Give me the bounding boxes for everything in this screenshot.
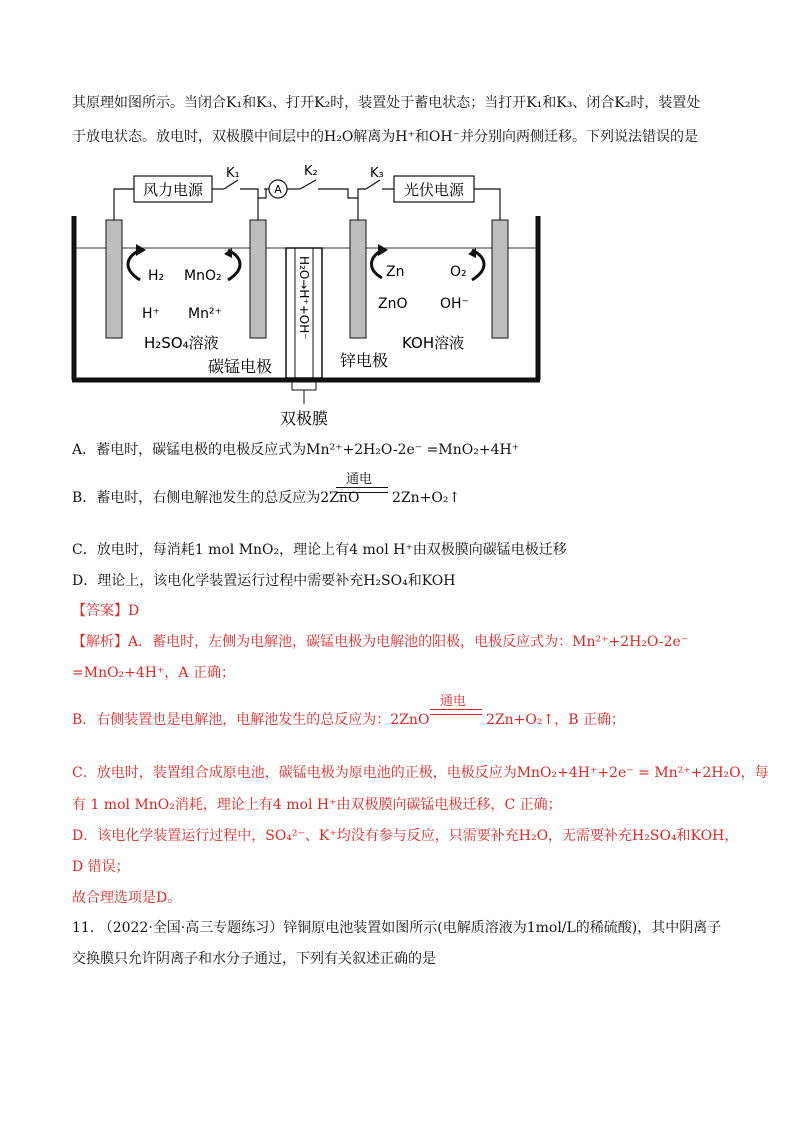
analysis-b-condition: 通电 [440,694,467,709]
o2-label: O₂ [450,264,467,280]
analysis-c-line-2: 有 1 mol MnO₂消耗，理论上有4 mol H⁺由双极膜向碳锰电极迁移，C 正确； [72,797,562,813]
bipolar-membrane-label: 双极膜 [279,409,329,428]
option-b-condition: 通电 [346,472,373,487]
analysis-a-line-1 [72,632,732,652]
answer-line [72,601,732,621]
ammeter-label: A [274,183,282,196]
analysis-conclusion: 故合理选项是D。 [72,890,182,906]
electrochemical-diagram [60,158,560,438]
pv-power-label: 光伏电源 [403,181,465,199]
intro-line-2: 于放电状态。放电时，双极膜中间层中的H₂O解离为H⁺和OH⁻并分别向两侧迁移。下列说法错误的是 [72,129,698,145]
left-mno2-label: MnO₂ [184,268,222,284]
h2so4-solution-label: H₂SO₄溶液 [144,334,219,352]
question-11-line-1: 11. （2022·全国·高三专题练习）锌铜原电池装置如图所示(电解质溶液为1mol/L的稀硫酸)，其中阴离子 [72,920,722,936]
analysis-label: 【解析】 [72,634,128,650]
analysis-c-line-1: C．放电时，装置组合成原电池，碳锰电极为原电池的正极，电极反应为MnO₂+4H⁺+2e⁻ = Mn²⁺+2H₂O，每 [72,765,769,781]
answer-value: D [128,603,140,619]
carbon-mn-electrode-label: 碳锰电极 [208,357,273,376]
option-b-suffix: 2Zn+O₂↑ [392,490,461,506]
analysis-a-text-1: A．蓄电时，左侧为电解池，碳锰电极为电解池的阳极，电极反应式为：Mn²⁺+2H₂O-2e⁻ [128,634,689,650]
switch-k2-label: K₂ [304,164,318,179]
right-electrode [492,220,508,338]
analysis-b-equal-sign [430,709,482,715]
analysis-a-line-2: =MnO₂+4H⁺，A 正确； [72,665,235,681]
intro-line-1: 其原理如图所示。当闭合K₁和K₃、打开K₂时，装置处于蓄电状态；当打开K₁和K₃、闭合K₂时，装置处 [72,95,701,111]
option-d: D．理论上，该电化学装置运行过程中需要补充H₂SO₄和KOH [72,573,456,589]
zn-label: Zn [386,264,405,280]
zinc-electrode-label: 锌电极 [340,351,389,370]
option-b-prefix: B．蓄电时，右侧电解池发生的总反应为2ZnO [72,490,360,506]
zinc-electrode [350,220,366,338]
koh-solution-label: KOH溶液 [402,334,465,352]
membrane-species-label: H₂O→H⁺+OH⁻ [297,256,311,340]
option-c: C．放电时，每消耗1 mol MnO₂，理论上有4 mol H⁺由双极膜向碳锰电极迁移 [72,542,567,558]
analysis-d-line-2: D 错误； [72,859,130,875]
left-mn2-label: Mn²⁺ [188,306,222,322]
answer-label: 【答案】 [72,603,128,619]
wind-power-label: 风力电源 [142,181,204,199]
left-electrode [106,220,122,338]
left-hplus-label: H⁺ [142,306,160,322]
analysis-b-prefix: B．右侧装置也是电解池，电解池发生的总反应为：2ZnO [72,712,430,728]
zno-label: ZnO [378,296,408,312]
carbon-mn-electrode [250,220,266,338]
analysis-d-line-1: D．该电化学装置运行过程中，SO₄²⁻、K⁺均没有参与反应，只需要补充H₂O，无需要补充H₂SO₄和KOH， [72,828,739,844]
left-h2-label: H₂ [148,268,165,284]
question-11-line-2: 交换膜只允许阴离子和水分子通过，下列有关叙述正确的是 [72,951,436,967]
oh-label: OH⁻ [440,296,469,312]
option-a: A．蓄电时，碳锰电极的电极反应式为Mn²⁺+2H₂O-2e⁻ =MnO₂+4H⁺ [72,442,520,458]
switch-k1-label: K₁ [226,166,240,181]
analysis-b-suffix: 2Zn+O₂↑，B 正确； [486,712,625,728]
switch-k3-label: K₃ [370,166,384,181]
